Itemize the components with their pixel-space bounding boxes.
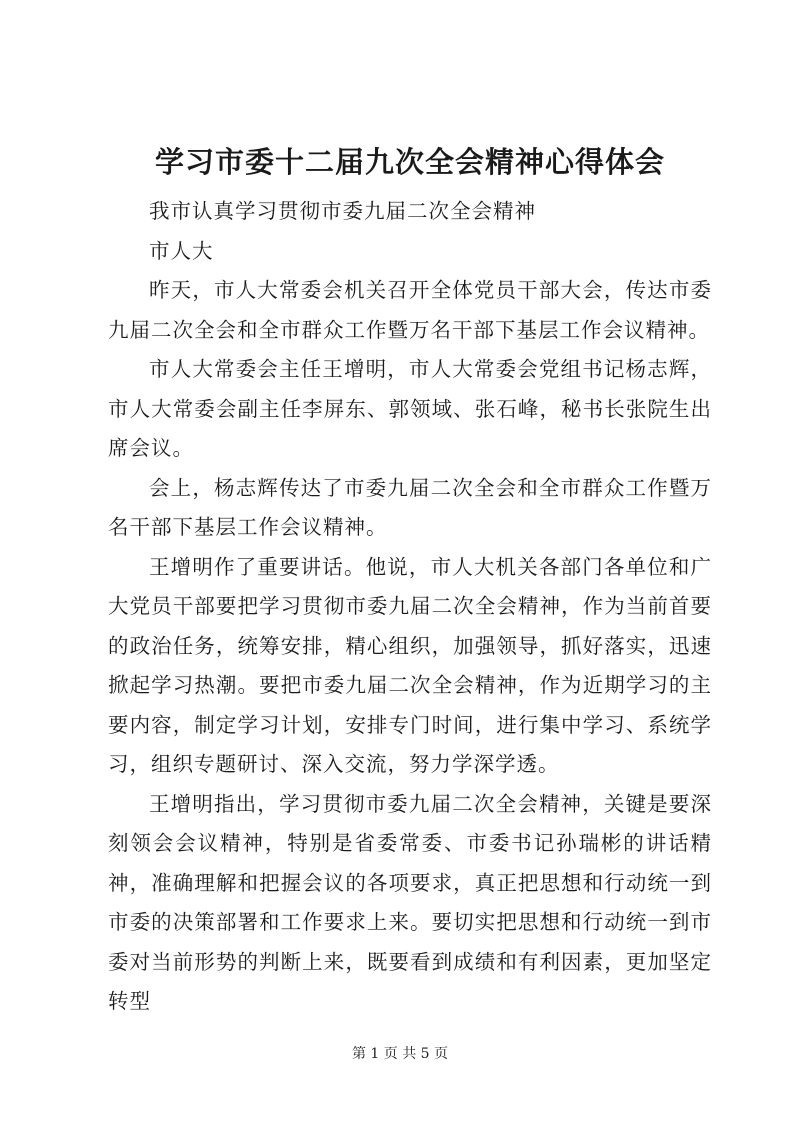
body-paragraph-2: 市人大常委会主任王增明，市人大常委会党组书记杨志辉，市人大常委会副主任李屏东、郭领域、张石峰，秘书长张院生出席会议。 [108, 357, 712, 460]
body-paragraph-3: 会上，杨志辉传达了市委九届二次全会和全市群众工作暨万名干部下基层工作会议精神。 [108, 475, 712, 539]
document-author: 市人大 [149, 238, 214, 263]
body-paragraph-1: 昨天，市人大常委会机关召开全体党员干部大会，传达市委九届二次全会和全市群众工作暨万名干部下基层工作会议精神。 [108, 278, 712, 342]
body-paragraph-4: 王增明作了重要讲话。他说，市人大机关各部门各单位和广大党员干部要把学习贯彻市委九届二次全会精神，作为当前首要的政治任务，统筹安排，精心组织，加强领导，抓好落实，迅速掀起学习热潮。要把市委九届二次全会精神，作为近期学习的主要内容，制定学习计划，安排专门时间，进行集中学习、系统学习，组织专题研讨、深入交流，努力学深学透。 [108, 554, 712, 776]
body-paragraph-5: 王增明指出，学习贯彻市委九届二次全会精神，关键是要深刻领会会议精神，特别是省委常委、市委书记孙瑞彬的讲话精神，准确理解和把握会议的各项要求，真正把思想和行动统一到市委的决策部署和工作要求上来。要切实把思想和行动统一到市委对当前形势的判断上来，既要看到成绩和有利因素，更加坚定转型 [108, 791, 712, 1013]
document-title: 学习市委十二届九次全会精神心得体会 [154, 145, 665, 179]
document-page [108, 138, 712, 1022]
document-subtitle: 我市认真学习贯彻市委九届二次全会精神 [149, 199, 536, 223]
page-footer: 第 1 页 共 5 页 [351, 1046, 449, 1062]
